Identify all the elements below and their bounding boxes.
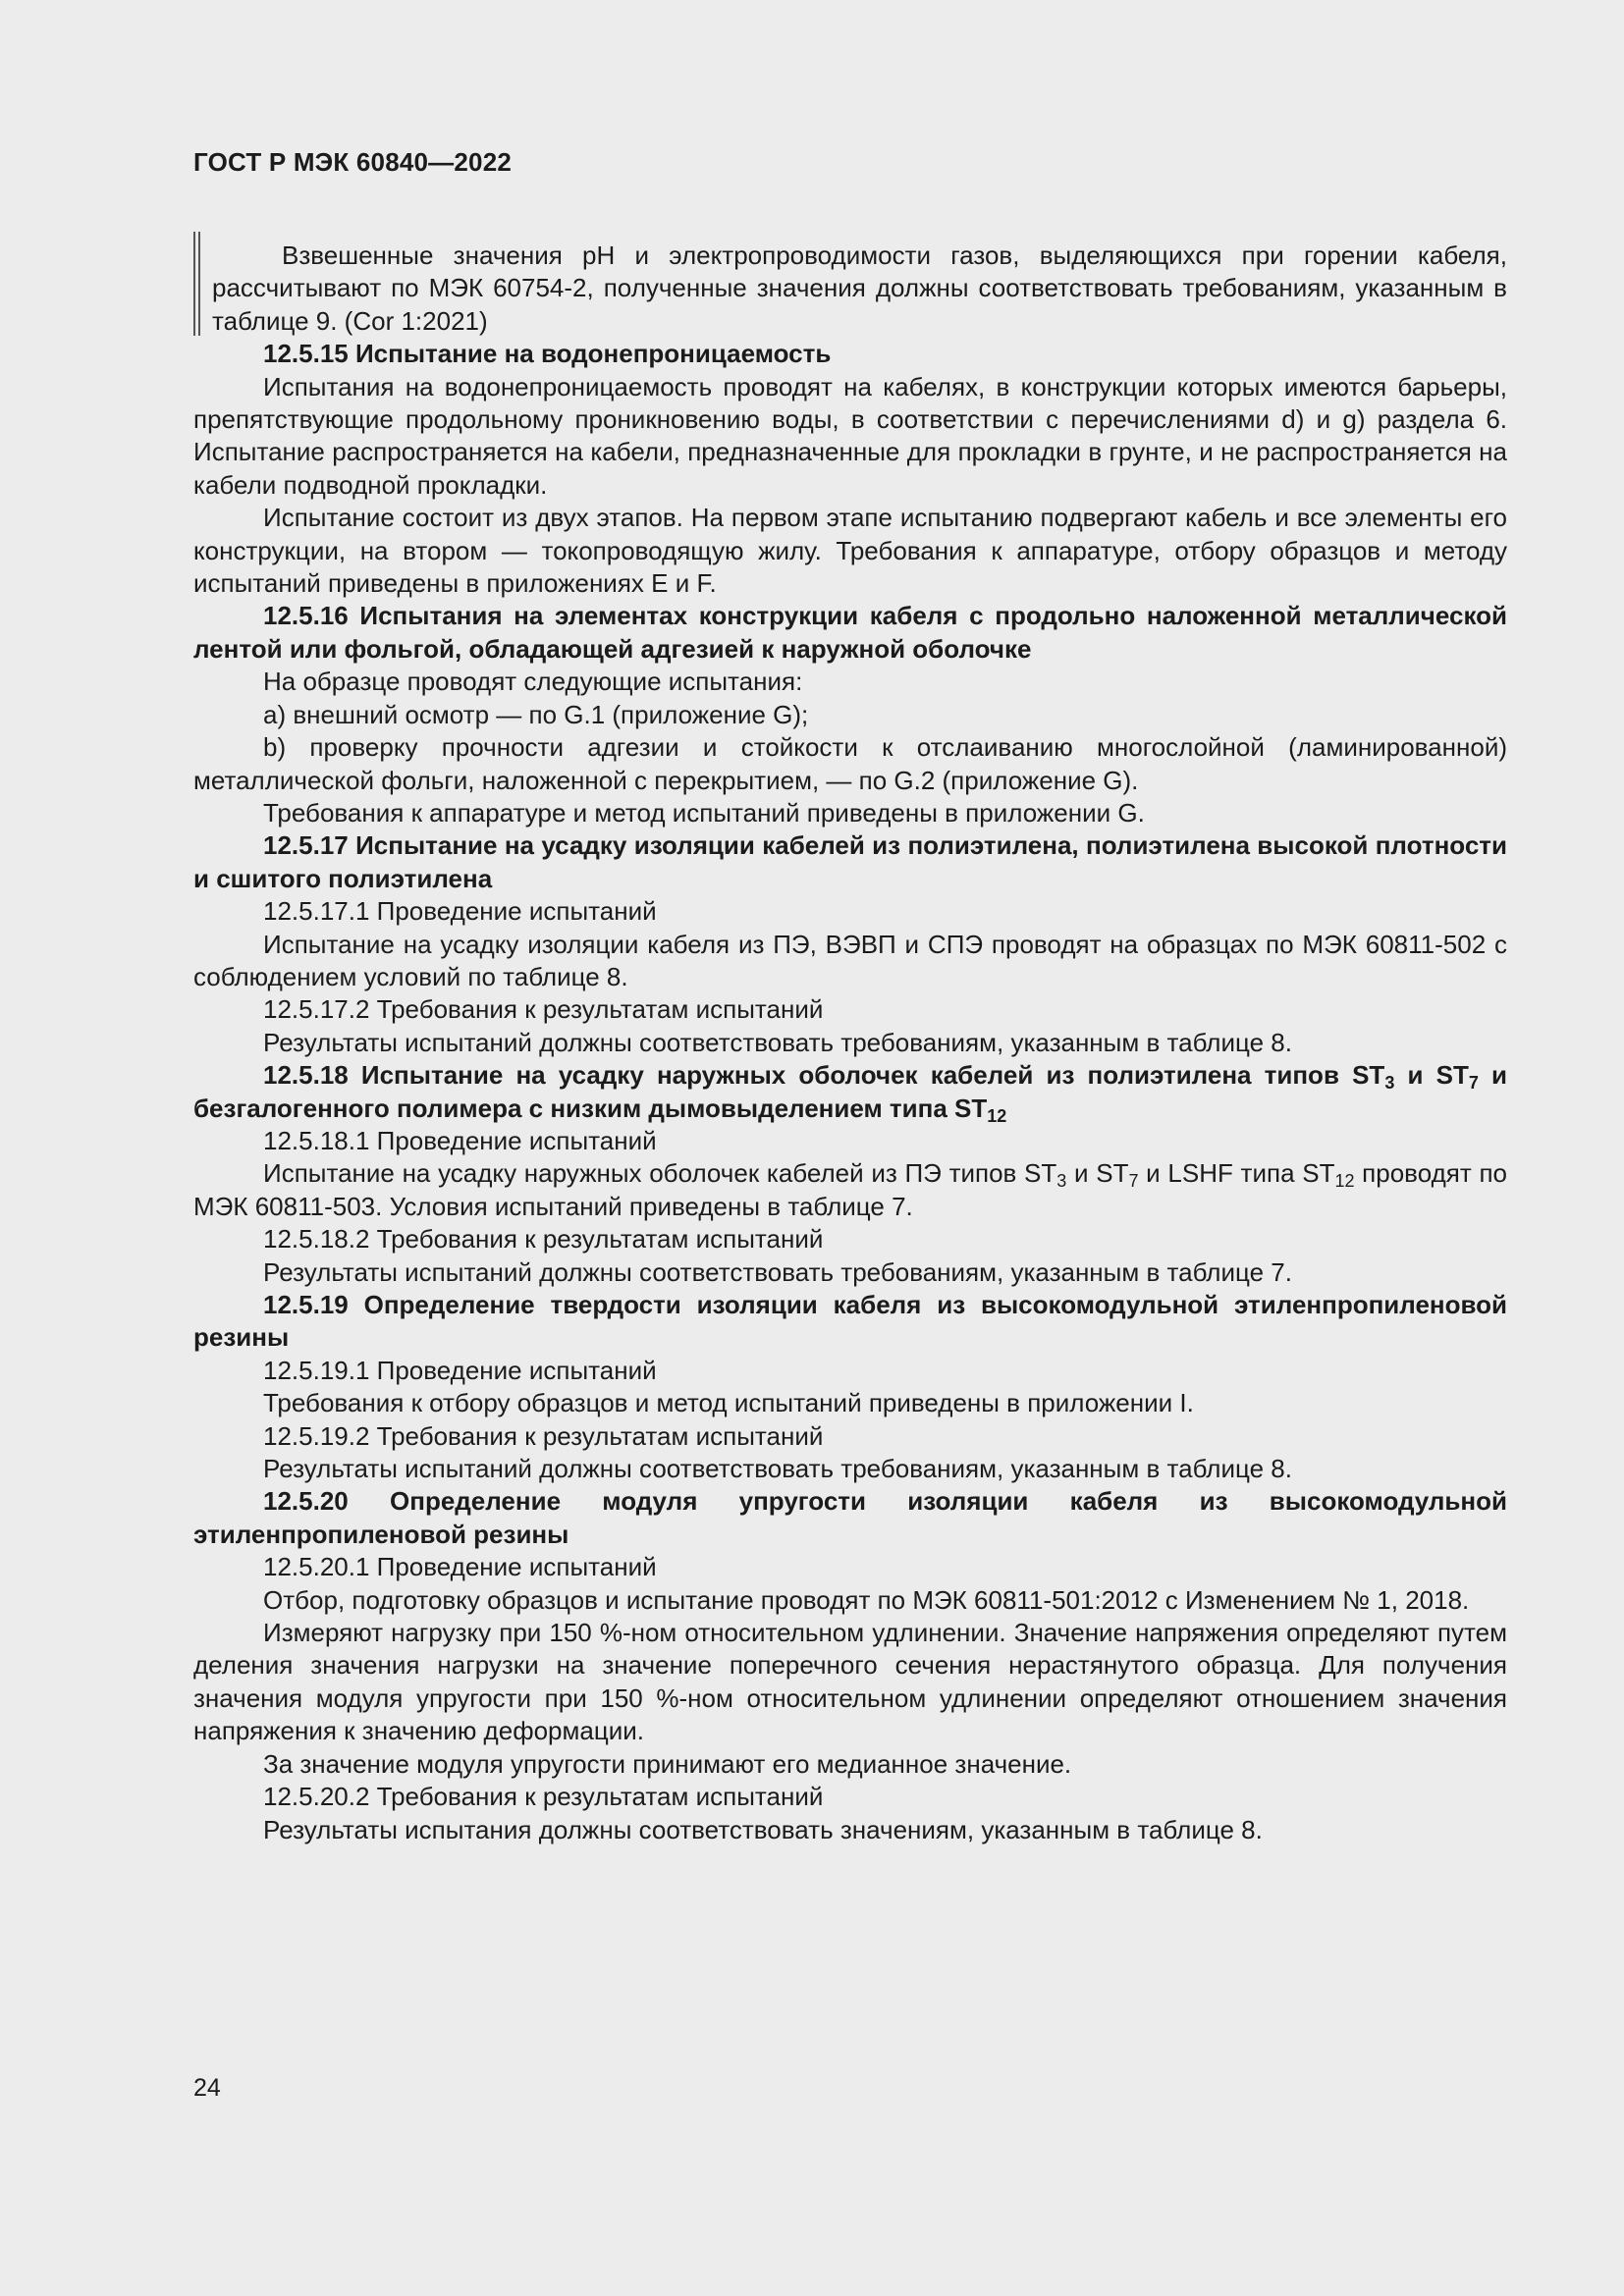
paragraph: Измеряют нагрузку при 150 %-ном относительном удлинении. Значение напряжения определяют путем деления значения нагрузки на значение поперечного сечения нерастянутого образца. Для получения значения модуля упругости при 150 %-ном относительном удлинении определяют отношением значения напряжения к значению деформации. [193, 1618, 1507, 1746]
amended-paragraph [193, 240, 1507, 338]
paragraph: Результаты испытаний должны соответствовать требованиям, указанным в таблице 8. [263, 1454, 1292, 1484]
subsection-title: 12.5.20.2 Требования к результатам испытаний [263, 1782, 824, 1812]
subsection-title: 12.5.19.2 Требования к результатам испытаний [263, 1420, 824, 1451]
section-title-12-5-16: 12.5.16 Испытания на элементах конструкции кабеля с продольно наложенной металлической лентой или фольгой, обладающей адгезией к наружной оболочке [193, 601, 1507, 664]
paragraph: Испытание состоит из двух этапов. На первом этапе испытанию подвергают кабель и все элементы его конструкции, на втором — токопроводящую жилу. Требования к аппаратуре, отбору образцов и методу испытаний приведены в приложениях E и F. [193, 503, 1507, 599]
list-item-b: b) проверку прочности адгезии и стойкости к отслаиванию многослойной (ламинированной) металлической фольги, наложенной с перекрытием, — по G.2 (приложение G). [193, 732, 1507, 795]
change-bar [193, 232, 195, 336]
paragraph: На образце проводят следующие испытания: [263, 667, 803, 697]
subsection-title: 12.5.18.2 Требования к результатам испытаний [263, 1224, 824, 1255]
page-number: 24 [193, 2074, 221, 2102]
paragraph: Испытание на усадку изоляции кабеля из ПЭ, ВЭВП и СПЭ проводят на образцах по МЭК 60811-502 с соблюдением условий по таблице 8. [193, 929, 1507, 991]
subsection-title: 12.5.17.2 Требования к результатам испытаний [263, 994, 824, 1025]
subsection-title: 12.5.18.1 Проведение испытаний [263, 1125, 657, 1155]
section-title-12-5-19: 12.5.19 Определение твердости изоляции кабеля из высокомодульной этиленпропиленовой резины [193, 1290, 1507, 1353]
section-title-12-5-18: 12.5.18 Испытание на усадку наружных оболочек кабелей из полиэтилена типов $ST_3$ и $ST_7$ и безгалогенного полимера с низким дымовыделением типа $ST_{12}$ [193, 1060, 1507, 1126]
paragraph: Результаты испытания должны соответствовать значениям, указанным в таблице 8. [263, 1814, 1263, 1844]
subsection-title: 12.5.20.1 Проведение испытаний [263, 1552, 657, 1582]
paragraph: Требования к отбору образцов и метод испытаний приведены в приложении I. [263, 1388, 1194, 1418]
document-body [193, 240, 1507, 1846]
paragraph: Результаты испытаний должны соответствовать требованиям, указанным в таблице 8. [263, 1027, 1292, 1057]
paragraph: Испытания на водонепроницаемость проводят на кабелях, в конструкции которых имеются барьеры, препятствующие продольному проникновению воды, в соответствии с перечислениями d) и g) раздела 6. Испытание распространяется на кабели, предназначенные для прокладки в грунте, и не распространяется на кабели подводной прокладки. [193, 371, 1507, 500]
paragraph: Отбор, подготовку образцов и испытание проводят по МЭК 60811-501:2012 с Изменением № 1, 2018. [263, 1584, 1470, 1615]
paragraph: За значение модуля упругости принимают его медианное значение. [263, 1748, 1072, 1779]
subsection-title: 12.5.19.1 Проведение испытаний [263, 1355, 657, 1385]
section-title-12-5-20: 12.5.20 Определение модуля упругости изоляции кабеля из высокомодульной этиленпропиленовой резины [193, 1486, 1507, 1549]
subsection-title: 12.5.17.1 Проведение испытаний [263, 896, 657, 927]
document-header: ГОСТ Р МЭК 60840—2022 [193, 147, 513, 177]
paragraph: Требования к аппаратуре и метод испытаний приведены в приложении G. [263, 797, 1145, 828]
list-item-a: a) внешний осмотр — по G.1 (приложение G); [263, 699, 809, 729]
paragraph: Испытание на усадку наружных оболочек кабелей из ПЭ типов $ST_3$ и $ST_7$ и LSHF типа $ST_{12}$ проводят по МЭК 60811-503. Условия испытаний приведены в таблице 7. [193, 1158, 1507, 1221]
section-title-12-5-15: 12.5.15 Испытание на водонепроницаемость [263, 339, 832, 369]
change-bar [198, 232, 200, 336]
paragraph: Результаты испытаний должны соответствовать требованиям, указанным в таблице 7. [263, 1256, 1292, 1287]
section-title-12-5-17: 12.5.17 Испытание на усадку изоляции кабелей из полиэтилена, полиэтилена высокой плотности и сшитого полиэтилена [193, 830, 1507, 893]
amended-text: Взвешенные значения pH и электропроводимости газов, выделяющихся при горении кабеля, рассчитывают по МЭК 60754-2, полученные значения должны соответствовать требованиям, указанным в таблице 9. (Cor 1:2021) [212, 240, 1507, 336]
